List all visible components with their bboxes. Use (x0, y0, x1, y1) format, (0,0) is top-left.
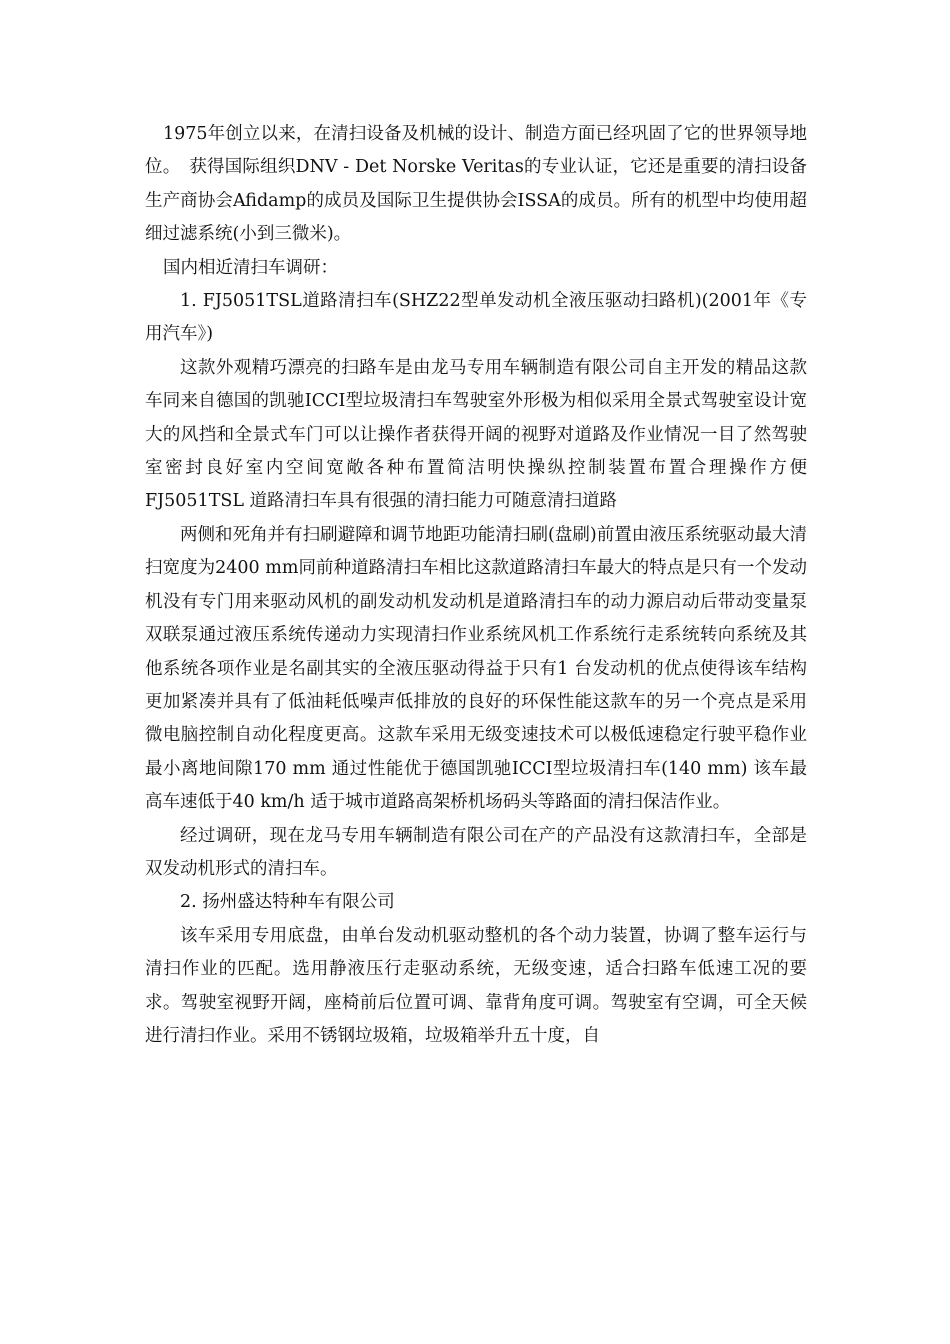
paragraph-item-1-title: 1. FJ5051TSL道路清扫车(SHZ22型单发动机全液压驱动扫路机)(2001年《专用汽车》) (145, 291, 807, 345)
paragraph-item-2-body: 该车采用专用底盘，由单台发动机驱动整机的各个动力装置，协调了整车运行与清扫作业的匹配。选用静液压行走驱动系统，无级变速，适合扫路车低速工况的要求。驾驶室视野开阔，座椅前后位置可调、靠背角度可调。驾驶室有空调，可全天候进行清扫作业。采用不锈钢垃圾箱，垃圾箱举升五十度，自 (145, 925, 807, 1046)
paragraph-item-1-body-b: 两侧和死角并有扫刷避障和调节地距功能清扫刷(盘刷)前置由液压系统驱动最大清扫宽度为2400 mm同前种道路清扫车相比这款道路清扫车最大的特点是只有一个发动机没有专门用来驱动风机的副发动机发动机是道路清扫车的动力源启动后带动变量泵双联泵通过液压系统传递动力实现清扫作业系统风机工作系统行走系统转向系统及其他系统各项作业是名副其实的全液压驱动得益于只有1 台发动机的优点使得该车结构更加紧凑并具有了低油耗低噪声低排放的良好的环保性能这款车的另一个亮点是采用微电脑控制自动化程度更高。这款车采用无级变速技术可以极低速稳定行驶平稳作业最小离地间隙170 mm 通过性能优于德国凯驰ICCI型垃圾清扫车(140 mm) 该车最高车速低于40 km/h 适于城市道路高架桥机场码头等路面的清扫保洁作业。 (145, 524, 807, 813)
paragraph-survey-heading: 国内相近清扫车调研： (163, 257, 338, 278)
paragraph-intro: 1975年创立以来，在清扫设备及机械的设计、制造方面已经巩固了它的世界领导地位。 获得国际组织DNV - Det Norske Veritas的专业认证，它还是重要的清扫设备生产商协会Afidamp的成员及国际卫生提供协会ISSA的成员。所有的机型中均使用超细过滤系统(小到三微米)。 (145, 124, 807, 245)
document-page (145, 118, 807, 1053)
paragraph-item-2-title: 2. 扬州盛达特种车有限公司 (180, 892, 395, 913)
paragraph-item-1-body-a: 这款外观精巧漂亮的扫路车是由龙马专用车辆制造有限公司自主开发的精品这款车同来自德国的凯驰ICCI型垃圾清扫车驾驶室外形极为相似采用全景式驾驶室设计宽大的风挡和全景式车门可以让操作者获得开阔的视野对道路及作业情况一目了然驾驶室密封良好室内空间宽敞各种布置简洁明快操纵控制装置布置合理操作方便FJ5051TSL 道路清扫车具有很强的清扫能力可随意清扫道路 (145, 357, 807, 512)
paragraph-item-1-conclusion: 经过调研，现在龙马专用车辆制造有限公司在产的产品没有这款清扫车，全部是双发动机形式的清扫车。 (145, 825, 807, 879)
